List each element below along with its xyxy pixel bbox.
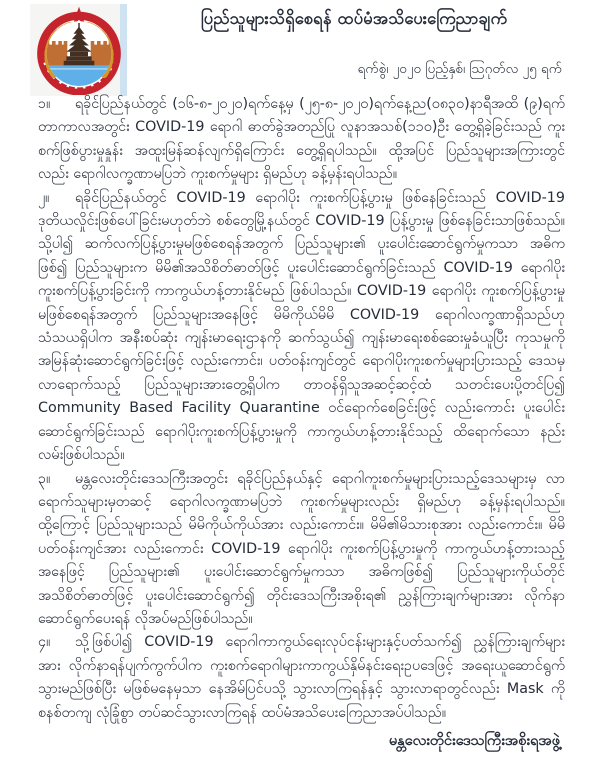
paragraph-3 [38,468,565,632]
paragraph-2 [38,187,565,468]
paragraph-4-text: သို့ဖြစ်ပါ၍ COVID-19 ရောဂါကာကွယ်ရေးလုပ်ငန်းများနှင့်ပတ်သက်၍ ညွှန်ကြားချက်များအား လိုက်နာရန်ပျက်ကွက်ပါက ကူးစက်ရောဂါများကာကွယ်နှိမ်နင်းရေးဥပဒေဖြင့် အရေးယူဆောင်ရွက်သွားမည်ဖြစ်ပြီး မဖြစ်မနေမှသာ နေအိမ်ပြင်ပသို့ သွားလာကြရန်နှင့် သွားလာရာတွင်လည်း Mask ကို စနစ်တကျ လုံခြုံစွာ တပ်ဆင်သွားလာကြရန် ထပ်မံအသိပေးကြေညာအပ်ပါသည်။ [38,634,565,721]
date-line: ရက်စွဲ၊ ၂၀၂၀ ပြည့်နှစ်၊ ဩဂုတ်လ ၂၅ ရက် [357,61,562,77]
paragraph-1-text: ရခိုင်ပြည်နယ်တွင် (၁၆-၈-၂၀၂၀)ရက်နေ့မှ (၂၅-၈-၂၀၂၀)ရက်နေ့ည(၀၈၃၀)နာရီအထိ (၉)ရက်တာကာလအတွင်း COVID-19 ရောဂါ ဓာတ်ခွဲအတည်ပြု လူနာအသစ်(၁၁၀)ဦး တွေ့ရှိခဲ့ခြင်းသည် ကူးစက်ဖြစ်ပွားမှုနှုန်း အထူးမြန်ဆန်လျက်ရှိကြောင်း တွေ့ရှိရပါသည်။ ထို့အပြင် ပြည်သူများအကြားတွင်လည်း ရောဂါလက္ခဏာမပြဘဲ ကူးစက်မှုများ ရှိမည်ဟု ခန့်မှန်းရပါသည်။ [38,96,565,183]
paragraph-4 [38,631,565,725]
emblem-panel [30,4,127,96]
page-title: ပြည်သူများသိရှိစေရန် ထပ်မံအသိပေးကြေညာချက် [201,9,507,28]
paragraph-3-number: ၃။ [38,470,51,487]
signature-line: မန္တလေးတိုင်းဒေသကြီးအစိုးရအဖွဲ့ [388,733,560,749]
document-body [38,93,565,725]
paragraph-1-number: ၁။ [38,96,51,112]
paragraph-3-text: မန္တလေးတိုင်းဒေသကြီးအတွင်း ရခိုင်ပြည်နယ်နှင့် ရောဂါကူးစက်မှုများပြားသည့်ဒေသများမှ လာရောက်သူများမှတဆင့် ရောဂါလက္ခဏာမပြဘဲ ကူးစက်မှုများလည်း ရှိမည်ဟု ခန့်မှန်းရပါသည်။ ထို့ကြောင့် ပြည်သူများသည် မိမိကိုယ်ကိုယ်အား လည်းကောင်း။ မိမိ၏မိသားစုအား လည်းကောင်း။ မိမိပတ်ဝန်းကျင်အား လည်းကောင်း COVID-19 ရောဂါပိုး ကူးစက်ပြန့်ပွားမှုကို ကာကွယ်ဟန့်တားသည့် အနေဖြင့် ပြည်သူများ၏ ပူးပေါင်းဆောင်ရွက်မှုကသာ အဓိကဖြစ်၍ ပြည်သူများကိုယ်တိုင် အသိစိတ်ဓာတ်ဖြင့် ပူးပေါင်းဆောင်ရွက်၍ တိုင်းဒေသကြီးအစိုးရ၏ ညွှန်ကြားချက်များအား လိုက်နာဆောင်ရွက်ပေးရန် လိုအပ်မည်ဖြစ်ပါသည်။ [38,470,565,627]
document-header [0,0,600,95]
paragraph-2-number: ၂။ [38,189,50,206]
mandalay-region-seal-icon [34,5,124,95]
paragraph-1 [38,93,565,187]
paragraph-2-text: ရခိုင်ပြည်နယ်တွင် COVID-19 ရောဂါပိုး ကူးစက်ပြန့်ပွားမှု ဖြစ်နေခြင်းသည် COVID-19 ဒုတိယလှိုင်းဖြစ်ပေါ်ခြင်းမဟုတ်ဘဲ စစ်တွေမြို့နယ်တွင် COVID-19 ပြန့်ပွားမှု ဖြစ်နေခြင်းသာဖြစ်သည်။ သို့ပါ၍ ဆက်လက်ပြန့်ပွားမှုမဖြစ်စေရန်အတွက် ပြည်သူများ၏ ပူးပေါင်းဆောင်ရွက်မှုကသာ အဓိကဖြစ်၍ ပြည်သူများက မိမိ၏အသိစိတ်ဓာတ်ဖြင့် ပူးပေါင်းဆောင်ရွက်ခြင်းသည် COVID-19 ရောဂါပိုး ကူးစက်ပြန့်ပွားခြင်းကို ကာကွယ်ဟန့်တားနိုင်မည် ဖြစ်ပါသည်။ COVID-19 ရောဂါပိုး ကူးစက်ပြန့်ပွားမှု မဖြစ်စေရန်အတွက် ပြည်သူများအနေဖြင့် မိမိကိုယ်မိမိ COVID-19 ရောဂါလက္ခဏာရှိသည်ဟု သံသယရှိပါက အနီးစပ်ဆုံး ကျန်းမာရေးဌာနကို ဆက်သွယ်၍ ကျန်းမာရေးစစ်ဆေးမှုခံယူပြီး ကုသမှုကို အမြန်ဆုံးဆောင်ရွက်ခြင်းဖြင့် လည်းကောင်း၊ ပတ်ဝန်းကျင်တွင် ရောဂါပိုးကူးစက်မှုများပြားသည့် ဒေသမှလာရောက်သည့် ပြည်သူများအားတွေ့ရှိပါက တာဝန်ရှိသူအဆင့်ဆင့်ထံ သတင်းပေးပို့တင်ပြ၍ Community Based Facility Quarantine ဝင်ရောက်စေခြင်းဖြင့် လည်းကောင်း ပူးပေါင်းဆောင်ရွက်ခြင်းသည် ရောဂါပိုးကူးစက်ပြန့်ပွားမှုကို ကာကွယ်ဟန့်တားနိုင်သည့် ထိရောက်သော နည်းလမ်းဖြစ်ပါသည်။ [38,189,565,464]
paragraph-4-number: ၄။ [38,634,51,651]
